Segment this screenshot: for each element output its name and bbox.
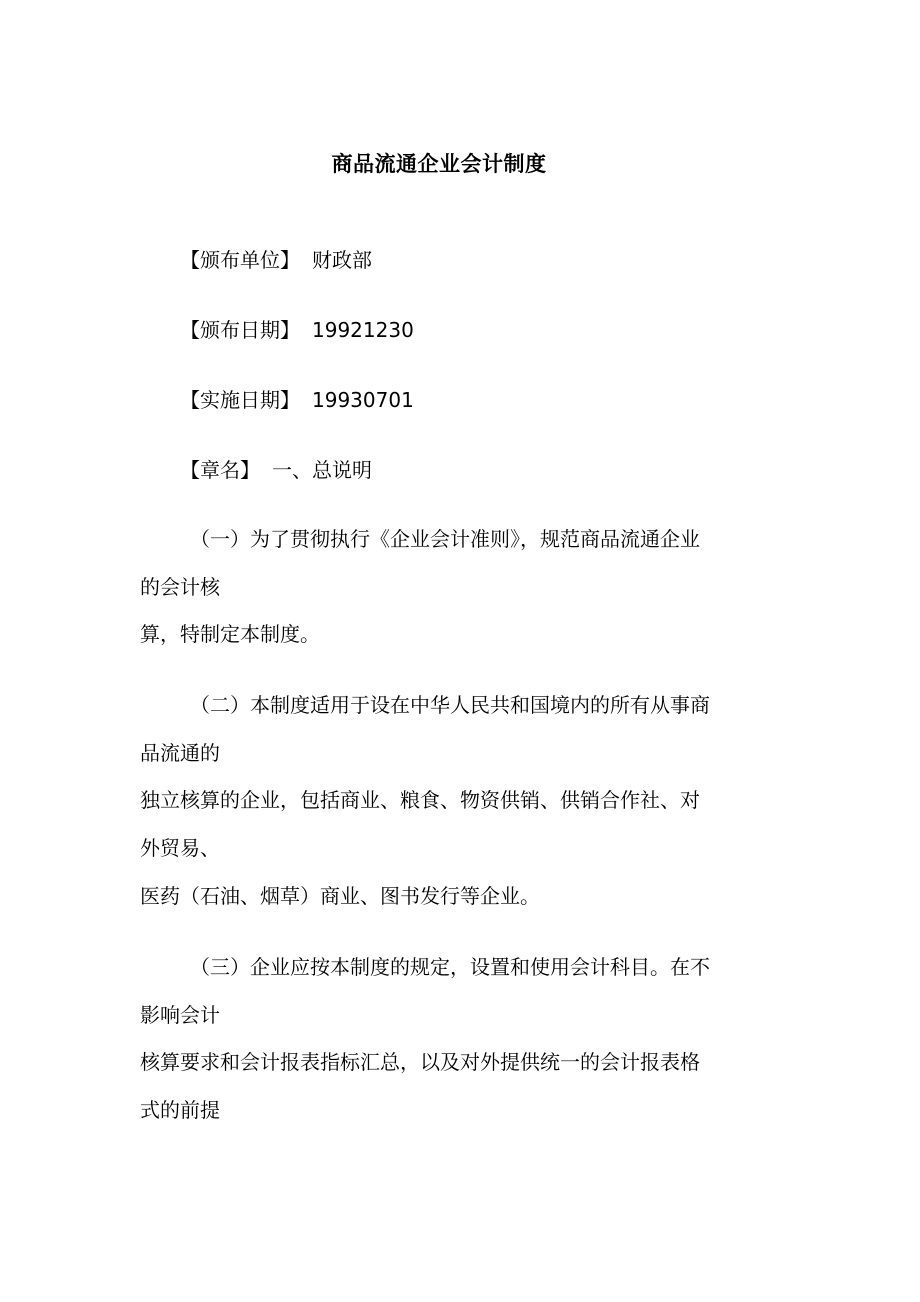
paragraph-line: （三）企业应按本制度的规定，设置和使用会计科目。在不 — [190, 955, 710, 979]
paragraph-line: 医药（石油、烟草）商业、图书发行等企业。 — [140, 883, 540, 908]
paragraph-line: 算，特制定本制度。 — [140, 622, 320, 647]
paragraph-line: 外贸易、 — [140, 836, 220, 861]
paragraph-line: （一）为了贯彻执行《企业会计准则》，规范商品流通企业 — [190, 527, 700, 551]
paragraph-2 — [140, 682, 740, 920]
paragraph-line: 独立核算的企业，包括商业、粮食、物资供销、供销合作社、对 — [140, 788, 700, 813]
meta-issuer-value: 财政部 — [312, 248, 372, 272]
meta-issuer-label: 【颁布单位】 — [180, 248, 300, 272]
meta-effective-date-label: 【实施日期】 — [180, 388, 300, 412]
document-title: 商品流通企业会计制度 — [331, 151, 547, 176]
paragraph-line: 影响会计 — [140, 1002, 220, 1027]
meta-chapter-label: 【章名】 — [180, 458, 260, 482]
meta-issue-date-label: 【颁布日期】 — [180, 318, 300, 342]
meta-effective-date-value: 19930701 — [312, 388, 414, 412]
paragraph-line: 品流通的 — [140, 740, 220, 765]
paragraph-line: （二）本制度适用于设在中华人民共和国境内的所有从事商 — [190, 693, 710, 717]
meta-effective-date — [180, 385, 414, 415]
meta-issue-date — [180, 315, 414, 345]
paragraph-3 — [140, 944, 740, 1135]
meta-issuer — [180, 245, 372, 275]
paragraph-line: 的会计核 — [140, 574, 220, 599]
paragraph-1 — [140, 516, 740, 659]
meta-chapter-value: 一、总说明 — [272, 458, 372, 482]
paragraph-line: 式的前提 — [140, 1098, 220, 1123]
meta-chapter — [180, 455, 372, 485]
paragraph-line: 核算要求和会计报表指标汇总，以及对外提供统一的会计报表格 — [140, 1050, 700, 1075]
meta-issue-date-value: 19921230 — [312, 318, 414, 342]
